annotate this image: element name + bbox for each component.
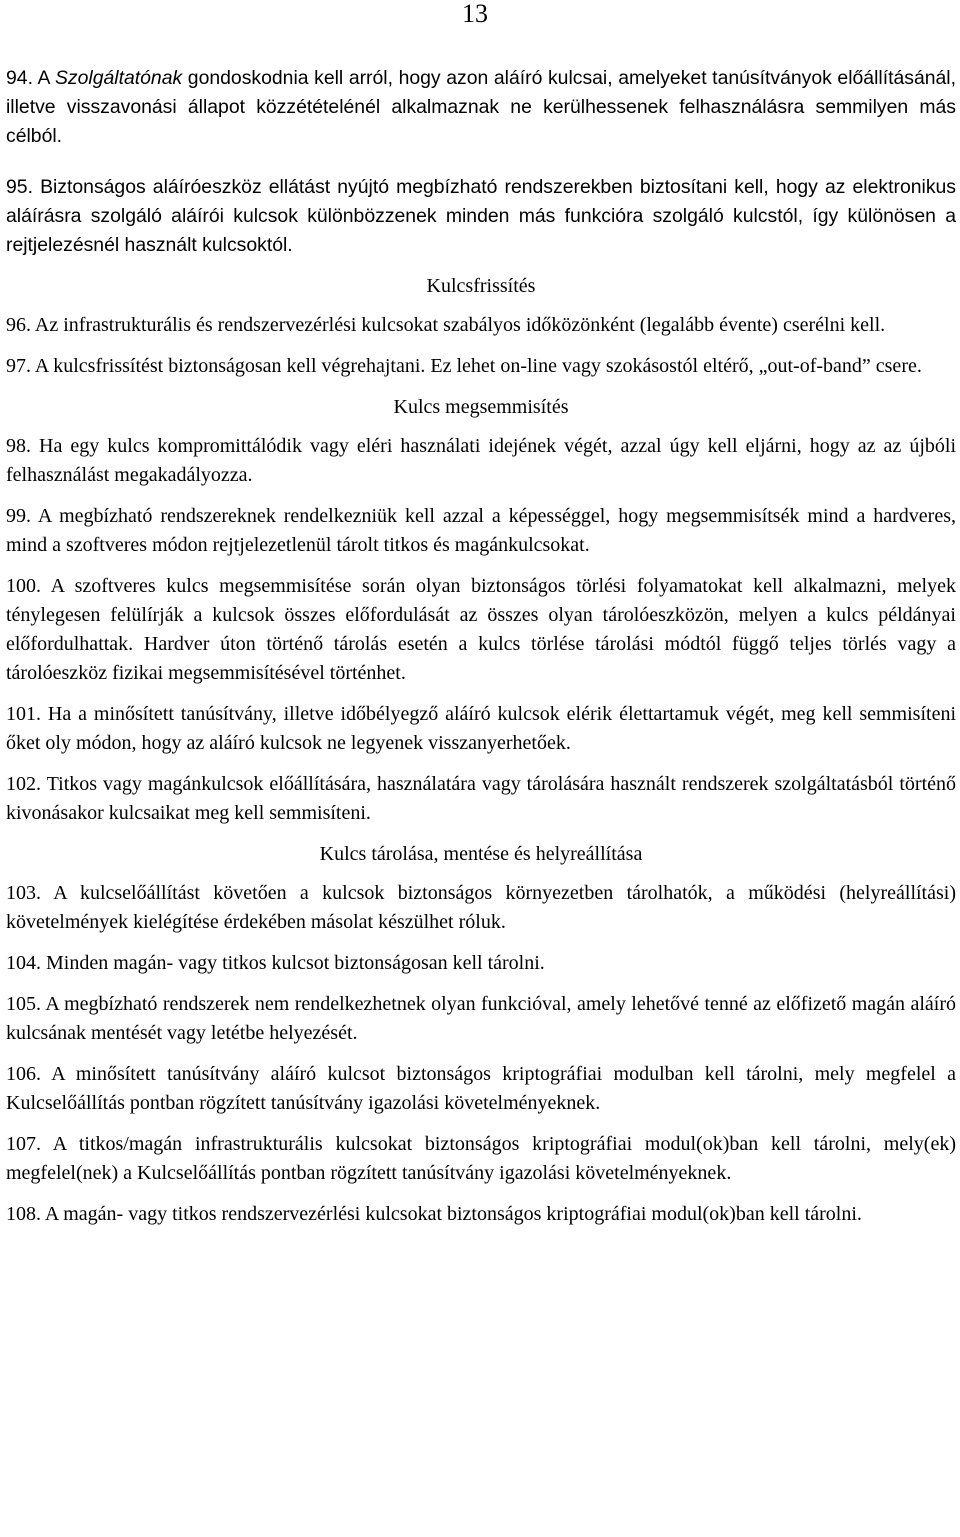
paragraph-number: 94. [6, 67, 33, 89]
paragraph-94: 94. A Szolgáltatónak gondoskodnia kell arról, hogy azon aláíró kulcsai, amelyeket tanúsítványok előállításánál, illetve visszavonási állapot közzétételénél alkalmaznak ne kerülhessenek felhasználásra semmilyen más célból. [6, 67, 956, 147]
paragraph-number: 108. [6, 1203, 41, 1225]
paragraph-102: 102. Titkos vagy magánkulcsok előállítására, használatára vagy tárolására használt rendszerek szolgáltatásból történő kivonásakor kulcsaikat meg kell semmisíteni. [6, 773, 957, 824]
paragraph-number: 103. [6, 882, 41, 904]
paragraph-97: 97. A kulcsfrissítést biztonságosan kell végrehajtani. Ez lehet on-line vagy szokásostól eltérő, „out-of-band” csere. [6, 355, 922, 377]
paragraph-106: 106. A minősített tanúsítvány aláíró kulcsot biztonságos kriptográfiai modulban kell tárolni, mely megfelel a Kulcselőállítás pontban rögzített tanúsítvány igazolási követelményeknek. [6, 1063, 956, 1114]
paragraph-96: 96. Az infrastrukturális és rendszervezérlési kulcsokat szabályos időközönként (legalább évente) cserélni kell. [6, 314, 886, 336]
paragraph-99: 99. A megbízható rendszereknek rendelkezniük kell azzal a képességgel, hogy megsemmisítsék mind a hardveres, mind a szoftveres módon rejtjelezetlenül tárolt titkos és magánkulcsokat. [6, 505, 956, 556]
paragraph-number: 105. [6, 993, 41, 1015]
paragraph-number: 98. [6, 435, 31, 457]
paragraph-number: 99. [6, 505, 31, 527]
document-body [6, 64, 956, 1241]
page-number: 13 [462, 0, 488, 28]
paragraph-number: 107. [6, 1133, 41, 1155]
paragraph-number: 100. [6, 575, 41, 597]
paragraph-100: 100. A szoftveres kulcs megsemmisítése során olyan biztonságos törlési folyamatokat kell alkalmazni, melyek ténylegesen felülírják a kulcsok összes előfordulását az összes olyan tárolóeszközön, melyen a kulcs példányai előfordulhattak. Hardver úton történő tárolás esetén a kulcs törlése tárolási módtól függő teljes törlés vagy a tárolóeszköz fizikai megsemmisítésével történhet. [6, 575, 956, 684]
section-heading-key-destruction: Kulcs megsemmisítés [393, 396, 569, 418]
paragraph-number: 97. [6, 355, 31, 377]
section-heading-key-renewal: Kulcsfrissítés [426, 275, 536, 297]
paragraph-number: 104. [6, 952, 41, 974]
paragraph-number: 101. [6, 703, 41, 725]
paragraph-105: 105. A megbízható rendszerek nem rendelkezhetnek olyan funkcióval, amely lehetővé tenné az előfizető magán aláíró kulcsának mentését vagy letétbe helyezését. [6, 993, 956, 1044]
paragraph-98: 98. Ha egy kulcs kompromittálódik vagy eléri használati idejének végét, azzal úgy kell eljárni, hogy az az újbóli felhasználást megakadályozza. [6, 435, 956, 486]
paragraph-number: 95. [6, 176, 33, 198]
paragraph-107: 107. A titkos/magán infrastrukturális kulcsokat biztonságos kriptográfiai modul(ok)ban kell tárolni, mely(ek) megfelel(nek) a Kulcselőállítás pontban rögzített tanúsítvány igazolási követelményeknek. [6, 1133, 956, 1184]
paragraph-104: 104. Minden magán- vagy titkos kulcsot biztonságosan kell tárolni. [6, 952, 545, 974]
paragraph-95: 95. Biztonságos aláíróeszköz ellátást nyújtó megbízható rendszerekben biztosítani kell, hogy az elektronikus aláírásra szolgáló aláírói kulcsok különbözzenek minden más funkcióra szolgáló kulcstól, így különösen a rejtjelezésnél használt kulcsoktól. [6, 176, 956, 256]
paragraph-number: 102. [6, 773, 41, 795]
paragraph-103: 103. A kulcselőállítást követően a kulcsok biztonságos környezetben tárolhatók, a működési (helyreállítási) követelmények kielégítése érdekében másolat készülhet róluk. [6, 882, 956, 933]
paragraph-number: 96. [6, 314, 31, 336]
paragraph-101: 101. Ha a minősített tanúsítvány, illetve időbélyegző aláíró kulcsok elérik élettartamuk végét, meg kell semmisíteni őket oly módon, hogy az aláíró kulcsok ne legyenek visszanyerhetőek. [6, 703, 957, 754]
paragraph-108: 108. A magán- vagy titkos rendszervezérlési kulcsokat biztonságos kriptográfiai modul(ok)ban kell tárolni. [6, 1203, 862, 1225]
emphasis-term: Szolgáltatónak [54, 67, 183, 89]
section-heading-key-storage: Kulcs tárolása, mentése és helyreállítása [319, 843, 643, 865]
paragraph-number: 106. [6, 1063, 41, 1085]
